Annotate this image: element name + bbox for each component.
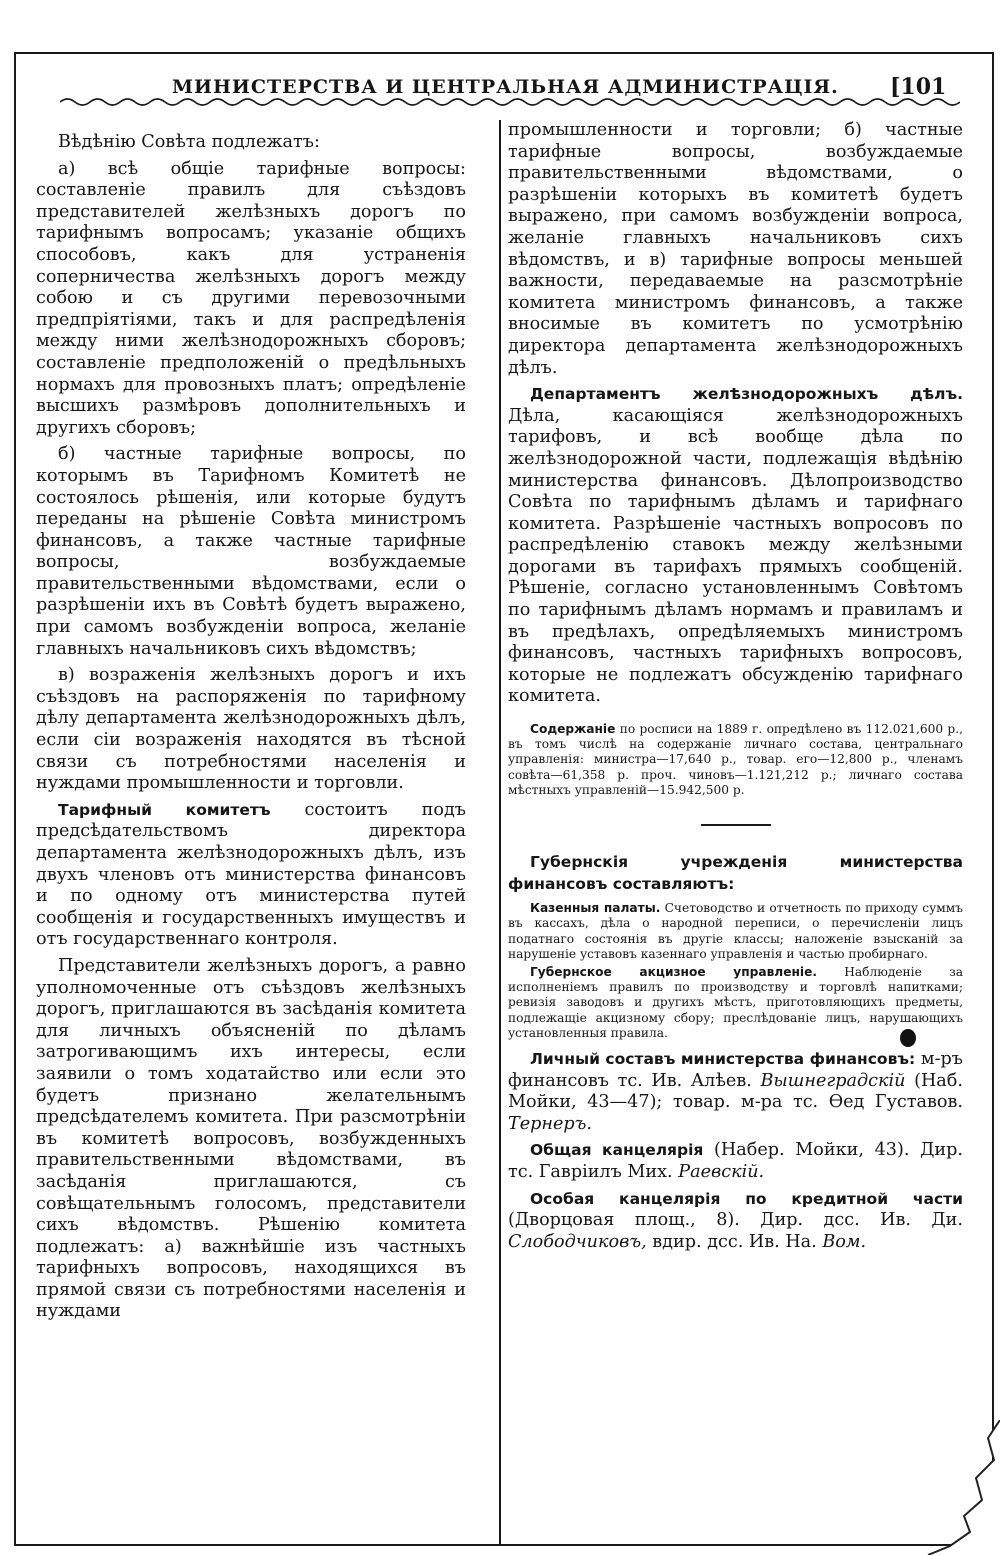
paragraph: Общая канцелярія (Набер. Мойки, 43). Дир. тс. Гавріилъ Мих. Раевскій. xyxy=(508,1140,963,1183)
section-separator xyxy=(701,824,771,826)
section-heading: Личный составъ министерства финансовъ: xyxy=(530,1050,916,1069)
paragraph: а) всѣ общіе тарифные вопросы: составленіе правилъ для съѣздовъ представителей желѣзныхъ дорогъ по тарифнымъ вопросамъ; указаніе общихъ способовъ, какъ для устраненія соперничества желѣзныхъ дорогъ между собою и съ другими перевозочными предпріятіями, такъ и для распредѣленія между ними желѣзнодорожныхъ сборовъ; составленіе предположеній о предѣльныхъ нормахъ для провозныхъ платъ; опредѣленіе высшихъ размѣровъ дополнительныхъ и другихъ сборовъ; xyxy=(36,158,466,438)
paragraph xyxy=(508,852,963,895)
paragraph: Вѣдѣнію Совѣта подлежатъ: xyxy=(58,132,320,152)
note-treasury: Казенныя палаты. Счетоводство и отчетность по приходу суммъ въ кассахъ, дѣла о народной переписи, о перечисленіи лицъ податнаго состоянія въ другіе классы; наложеніе взысканій за нарушеніе уставовъ казеннаго управленія и частью пробирнаго. xyxy=(508,901,963,961)
left-column xyxy=(36,132,466,1552)
paragraph: Тарифный комитетъ состоитъ подъ предсѣдательствомъ директора департамента желѣзнодорожныхъ дѣлъ, изъ двухъ членовъ отъ министерства финансовъ и по одному отъ министерства путей сообщенія и государственныхъ имуществъ и отъ государственнаго контроля. xyxy=(36,799,466,950)
page-number: [101 xyxy=(890,74,947,100)
section-heading: Общая канцелярія xyxy=(530,1141,704,1160)
ink-blot xyxy=(900,1029,916,1047)
paragraph: промышленности и торговли; б) частные тарифные вопросы, возбуждаемые правительственными вѣдомствами, о разрѣшеніи которыхъ въ комитетѣ будетъ выражено, при самомъ возбужденіи вопроса, желаніе главныхъ начальниковъ сихъ вѣдомствъ, и в) тарифные вопросы меньшей важности, передаваемые на разсмотрѣніе комитета министромъ финансовъ, а также вносимые въ комитетъ по усмотрѣнію директора департамента желѣзнодорожныхъ дѣлъ. xyxy=(508,120,963,378)
budget-note: Содержаніе по росписи на 1889 г. опредѣлено въ 112.021,600 р., въ томъ числѣ на содержаніе личнаго состава, центральнаго управленія: министра—17,640 р., товар. его—12,800 р., членамъ совѣта—61,358 р. проч. чиновъ—1.121,212 р.; личнаго состава мѣстныхъ управленій—15.942,500 р. xyxy=(508,722,963,797)
paragraph: Департаментъ желѣзнодорожныхъ дѣлъ. Дѣла, касающіяся желѣзнодорожныхъ тарифовъ, и всѣ вообще дѣла по желѣзнодорожной части, подлежащія вѣдѣнію министерства финансовъ. Дѣлопроизводство Совѣта по тарифнымъ дѣламъ и тарифнаго комитета. Разрѣшеніе частныхъ вопросовъ по распредѣленію ставокъ между желѣзными дорогами въ тарифахъ прямыхъ сообщеній. Рѣшеніе, согласно установленнымъ Совѣтомъ по тарифнымъ дѣламъ нормамъ и правиламъ и въ предѣлахъ, опредѣляемыхъ министромъ финансовъ, частныхъ тарифныхъ вопросовъ, которые не подлежатъ обсужденію тарифнаго комитета. xyxy=(508,385,963,707)
section-heading: Тарифный комитетъ xyxy=(58,800,271,819)
right-column xyxy=(508,120,963,1540)
torn-corner xyxy=(880,1420,1000,1555)
paragraph: в) возраженія желѣзныхъ дорогъ и ихъ съѣздовъ на распоряженія по тарифному дѣлу департамента желѣзнодорожныхъ дѣлъ, если сіи возраженія находятся въ тѣсной связи съ потребностями населенія и нуждами промышленности и торговли. xyxy=(36,665,466,794)
paragraph: б) частные тарифные вопросы, по которымъ въ Тарифномъ Комитетѣ не состоялось рѣшенія, или которые будутъ переданы на рѣшеніе Совѣта министромъ финансовъ, а также частные тарифные вопросы, возбуждаемые правительственными вѣдомствами, если о разрѣшеніи ихъ въ Совѣтѣ будетъ выражено, при самомъ возбужденіи вопроса, желаніе главныхъ начальниковъ сихъ вѣдомствъ; xyxy=(36,444,466,659)
paragraph: Личный составъ министерства финансовъ: м-ръ финансовъ тс. Ив. Алѣев. Вышнеградскій (Наб. Мойки, 43—47); товар. м-ра тс. Ѳед Густавов. Тернеръ. xyxy=(508,1049,963,1134)
paragraph: Особая канцелярія по кредитной части (Дворцовая площ., 8). Дир. дсс. Ив. Ди. Слободчиковъ, вдир. дсс. Ив. На. Вом. xyxy=(508,1189,963,1252)
section-heading: Губернскія учрежденія министерства финансовъ составляютъ: xyxy=(508,853,963,893)
running-title: МИНИСТЕРСТВА И ЦЕНТРАЛЬНАЯ АДМИНИСТРАЦІЯ. xyxy=(172,76,839,98)
section-heading: Особая канцелярія по кредитной части xyxy=(530,1189,963,1208)
column-divider xyxy=(499,120,501,1544)
paragraph: Представители желѣзныхъ дорогъ, а равно уполномоченные отъ съѣздовъ желѣзныхъ дорогъ, приглашаются въ засѣданія комитета для личныхъ объясненій по дѣламъ затрогивающимъ ихъ интересы, если заявили о томъ ходатайство или если это будетъ признано желательнымъ предсѣдателемъ комитета. При разсмотрѣніи въ комитетѣ вопросовъ, возбужденныхъ правительственными вѣдомствами, въ засѣданія приглашаются, съ совѣщательнымъ голосомъ, представители сихъ вѣдомствъ. Рѣшенію комитета подлежатъ: а) важнѣйшіе изъ частныхъ тарифныхъ вопросовъ, находящихся въ прямой связи съ потребностями населенія и нуждами xyxy=(36,955,466,1322)
note-excise: Губернское акцизное управленіе. Наблюденіе за исполненіемъ правилъ по производству и торговлѣ напитками; ревизія заводовъ и другихъ мѣстъ, приготовляющихъ предметы, подлежащіе акцизному сбору; преслѣдованіе лицъ, нарушающихъ установленныя правила. xyxy=(508,965,963,1040)
wavy-rule xyxy=(60,96,960,108)
section-heading: Департаментъ желѣзнодорожныхъ дѣлъ. xyxy=(530,385,963,404)
